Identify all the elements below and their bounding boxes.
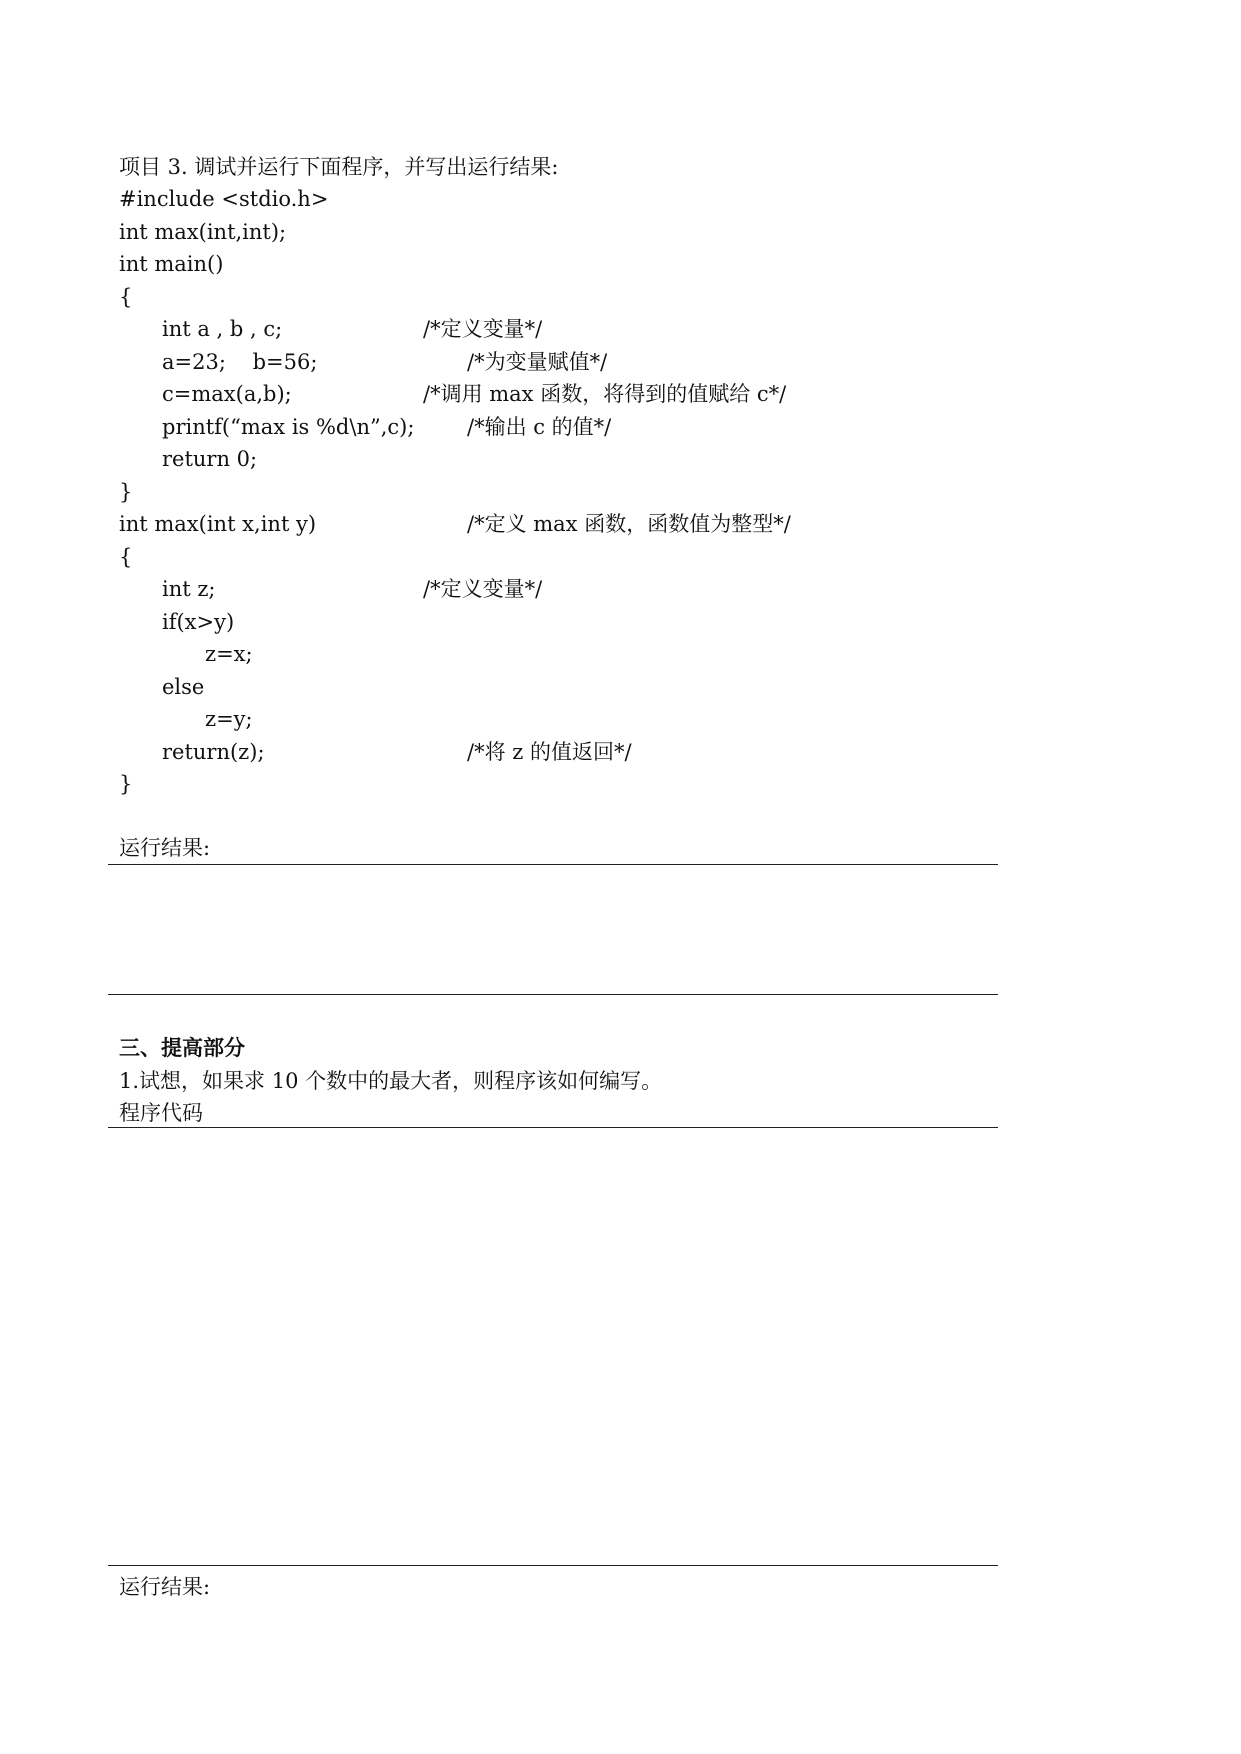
code-comment: /*定义 max 函数，函数值为整型*/ — [467, 512, 791, 536]
code-line: a=23; b=56; — [162, 350, 318, 374]
result-rule-bottom — [108, 994, 998, 995]
code-line: return 0; — [162, 447, 258, 471]
result-label: 运行结果: — [119, 836, 211, 860]
code-line: int z; — [162, 577, 216, 601]
code-line: } — [119, 772, 133, 796]
code-comment: /*将 z 的值返回*/ — [467, 740, 632, 764]
code-line: } — [119, 480, 133, 504]
code-line: { — [119, 285, 133, 309]
code-line: else — [162, 675, 205, 699]
code-line: int main() — [119, 252, 224, 276]
code-line: int a , b , c; — [162, 317, 283, 341]
code-comment: /*输出 c 的值*/ — [467, 415, 612, 439]
code-comment: /*为变量赋值*/ — [467, 350, 608, 374]
code-label: 程序代码 — [119, 1101, 203, 1125]
result-rule-top — [108, 864, 998, 865]
code-rule-bottom — [108, 1565, 998, 1566]
code-line: #include <stdio.h> — [119, 187, 329, 211]
code-comment: /*定义变量*/ — [423, 577, 543, 601]
code-line: printf(“max is %d\n”,c); — [162, 415, 415, 439]
code-rule-top — [108, 1127, 998, 1128]
final-result-label: 运行结果: — [119, 1575, 211, 1599]
question-text: 1.试想，如果求 10 个数中的最大者，则程序该如何编写。 — [119, 1069, 663, 1093]
project-title: 项目 3. 调试并运行下面程序，并写出运行结果: — [119, 155, 559, 179]
code-line: z=x; — [205, 642, 253, 666]
code-line: { — [119, 545, 133, 569]
code-comment: /*定义变量*/ — [423, 317, 543, 341]
code-line: c=max(a,b); — [162, 382, 292, 406]
code-line: int max(int x,int y) — [119, 512, 317, 536]
code-line: return(z); — [162, 740, 265, 764]
code-comment: /*调用 max 函数，将得到的值赋给 c*/ — [423, 382, 787, 406]
code-line: z=y; — [205, 707, 253, 731]
code-line: if(x>y) — [162, 610, 235, 634]
section-heading: 三、提高部分 — [119, 1035, 245, 1060]
code-line: int max(int,int); — [119, 220, 287, 244]
